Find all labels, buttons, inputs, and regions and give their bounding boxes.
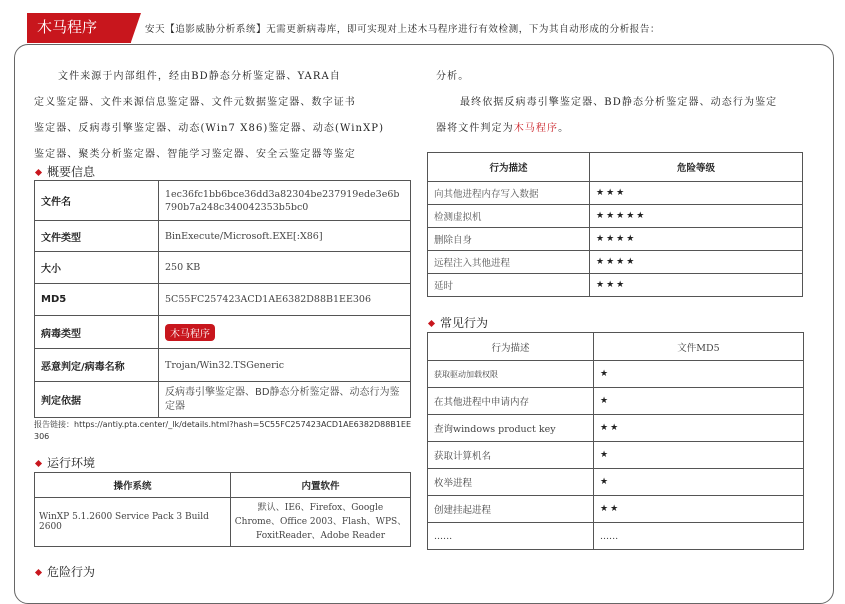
behavior-desc: 创建挂起进程	[428, 496, 594, 523]
environment-title: 运行环境	[47, 456, 96, 470]
behavior-desc: ......	[428, 523, 594, 550]
software-value: 默认、IE6、Firefox、Google Chrome、Office 2003、Flash、WPS、FoxitReader、Adobe Reader	[231, 498, 411, 547]
table-row	[35, 316, 411, 349]
risk-level: ★★★★	[590, 251, 803, 274]
overview-label: 文件类型	[35, 221, 159, 252]
table-row	[428, 251, 803, 274]
table-row	[428, 415, 804, 442]
overview-label: 文件名	[35, 181, 159, 221]
para-cont-3-end: 。	[558, 123, 570, 134]
table-row	[428, 496, 804, 523]
common-table	[427, 332, 804, 550]
risk-table	[427, 152, 803, 297]
table-row	[428, 153, 803, 182]
overview-label: 判定依据	[35, 382, 159, 418]
danger-heading	[34, 563, 95, 580]
risk-desc: 删除自身	[428, 228, 590, 251]
environment-heading	[34, 454, 95, 471]
virus-type-badge: 木马程序	[165, 324, 215, 341]
table-row	[428, 388, 804, 415]
risk-desc: 延时	[428, 274, 590, 297]
conclusion-paragraph	[436, 64, 828, 142]
overview-value: 1ec36fc1bb6bce36dd3a82304be237919ede3e6b790b7a248c340042353b5bc0	[159, 181, 411, 221]
intro-paragraph	[34, 64, 414, 168]
overview-title: 概要信息	[47, 165, 96, 179]
common-heading	[427, 314, 488, 331]
behavior-desc: 枚举进程	[428, 469, 594, 496]
danger-title: 危险行为	[47, 565, 96, 579]
table-row	[35, 382, 411, 418]
table-row	[35, 181, 411, 221]
table-row	[428, 523, 804, 550]
overview-table	[34, 180, 411, 418]
behavior-desc: 获取计算机名	[428, 442, 594, 469]
overview-label: 病毒类型	[35, 316, 159, 349]
behavior-level: ★	[594, 469, 804, 496]
behavior-level: ......	[594, 523, 804, 550]
risk-desc: 向其他进程内存写入数据	[428, 182, 590, 205]
table-header: 操作系统	[35, 473, 231, 498]
table-row	[35, 473, 411, 498]
overview-value: 250 KB	[159, 252, 411, 284]
behavior-desc: 查询windows product key	[428, 415, 594, 442]
table-row	[428, 469, 804, 496]
intro-text: 安天【追影威胁分析系统】无需更新病毒库，即可实现对上述木马程序进行有效检测，下为其自动形成的分析报告：	[145, 24, 661, 35]
behavior-desc: 获取驱动加载权限	[428, 361, 594, 388]
overview-label: MD5	[35, 284, 159, 316]
para-line-2: 定义鉴定器、文件来源信息鉴定器、文件元数据鉴定器、数字证书	[34, 97, 356, 108]
overview-value: Trojan/Win32.TSGeneric	[159, 349, 411, 382]
table-header: 行为描述	[428, 153, 590, 182]
para-cont-1: 分析。	[436, 71, 470, 82]
environment-table	[34, 472, 411, 547]
overview-value	[159, 316, 411, 349]
para-cont-3: 器将文件判定为	[436, 123, 514, 134]
bullet-diamond-icon	[35, 169, 42, 176]
table-row	[428, 228, 803, 251]
behavior-level: ★	[594, 361, 804, 388]
bullet-diamond-icon	[35, 569, 42, 576]
table-row	[35, 349, 411, 382]
header-rule	[27, 41, 131, 43]
table-row	[428, 182, 803, 205]
table-row	[428, 333, 804, 361]
table-header: 内置软件	[231, 473, 411, 498]
para-line-4: 鉴定器、聚类分析鉴定器、智能学习鉴定器、安全云鉴定器等鉴定	[34, 149, 356, 160]
behavior-level: ★	[594, 388, 804, 415]
para-line-1: 文件来源于内部组件，经由BD静态分析鉴定器、YARA自	[58, 71, 341, 82]
bullet-diamond-icon	[428, 320, 435, 327]
verdict-highlight: 木马程序	[513, 123, 559, 134]
bullet-diamond-icon	[35, 460, 42, 467]
behavior-level: ★★	[594, 496, 804, 523]
table-row	[428, 361, 804, 388]
table-header: 行为描述	[428, 333, 594, 361]
overview-value: 5C55FC257423ACD1AE6382D88B1EE306	[159, 284, 411, 316]
behavior-level: ★	[594, 442, 804, 469]
para-line-3: 鉴定器、反病毒引擎鉴定器、动态(Win7 X86)鉴定器、动态(WinXP)	[34, 123, 385, 134]
risk-level: ★★★★★	[590, 205, 803, 228]
overview-label: 大小	[35, 252, 159, 284]
table-header: 文件MD5	[594, 333, 804, 361]
risk-level: ★★★	[590, 182, 803, 205]
table-row	[428, 205, 803, 228]
overview-label: 恶意判定/病毒名称	[35, 349, 159, 382]
risk-desc: 远程注入其他进程	[428, 251, 590, 274]
risk-desc: 检测虚拟机	[428, 205, 590, 228]
category-tag: 木马程序	[27, 13, 131, 42]
overview-value: 反病毒引擎鉴定器、BD静态分析鉴定器、动态行为鉴定器	[159, 382, 411, 418]
overview-heading	[34, 163, 95, 180]
table-row	[428, 274, 803, 297]
behavior-level: ★★	[594, 415, 804, 442]
common-title: 常见行为	[440, 316, 489, 330]
table-row	[35, 498, 411, 547]
table-row	[35, 221, 411, 252]
risk-level: ★★★★	[590, 228, 803, 251]
overview-value: BinExecute/Microsoft.EXE[:X86]	[159, 221, 411, 252]
table-row	[35, 284, 411, 316]
report-link[interactable]: 报告链接：https://antiy.pta.center/_lk/details.html?hash=5C55FC257423ACD1AE6382D88B1EE306	[34, 420, 412, 441]
risk-level: ★★★	[590, 274, 803, 297]
os-value: WinXP 5.1.2600 Service Pack 3 Build 2600	[35, 498, 231, 547]
table-row	[428, 442, 804, 469]
behavior-desc: 在其他进程中申请内存	[428, 388, 594, 415]
para-cont-2: 最终依据反病毒引擎鉴定器、BD静态分析鉴定器、动态行为鉴定	[460, 97, 778, 108]
table-header: 危险等级	[590, 153, 803, 182]
table-row	[35, 252, 411, 284]
